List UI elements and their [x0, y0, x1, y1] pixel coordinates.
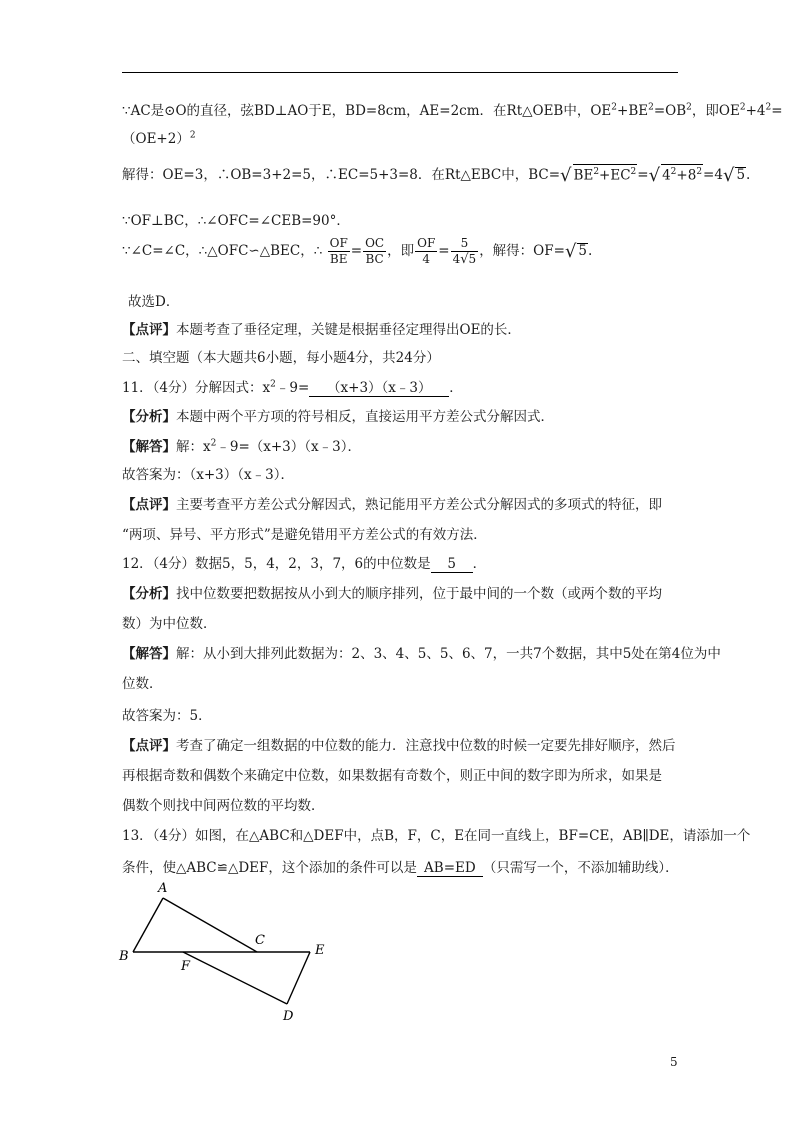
text-line-19: 位数． [122, 676, 163, 692]
text-line-21: 【点评】考查了确定一组数据的中位数的能力．注意找中位数的时候一定要先排好顺序，然后 [122, 738, 676, 754]
text-line-1: ∵AC是⊙O的直径，弦BD⊥AO于E，BD=8cm，AE=2cm．在Rt△OEB中，$OE^2+BE^2=OB^2$，即$OE^2+4^2=$ [122, 102, 783, 119]
text-line-6: 故选D． [128, 294, 180, 310]
text-line-4: ∵OF⊥BC，∴∠OFC=∠CEB=90°． [122, 213, 350, 229]
page-number: 5 [670, 1055, 678, 1069]
header-rule [122, 72, 678, 73]
text-line-17: 数）为中位数． [122, 616, 217, 632]
fraction-of-be: $\frac{OF}{BE}$ [329, 236, 348, 266]
text-line-12: 故答案为：（x+3）（x﹣3）． [122, 467, 294, 483]
label-c: C [255, 933, 265, 948]
text-line-22: 再根据奇数和偶数个来确定中位数，如果数据有奇数个，则正中间的数字即为所求，如果是 [122, 768, 662, 784]
question-11: 11．（4分）分解因式：$x^2﹣9=$ （x+3）（x﹣3） ． [122, 379, 463, 396]
segment-fd [183, 952, 287, 1004]
geometry-figure [115, 880, 335, 1030]
segment-ab [133, 898, 163, 952]
answer-blank-11: （x+3）（x﹣3） [309, 380, 449, 397]
label-b: B [119, 949, 129, 964]
question-13: 13．（4分）如图，在△ABC和△DEF中，点B，F，C，E在同一直线上，BF=CE，AB∥DE，请添加一个 [122, 828, 751, 844]
text-line-23: 偶数个则找中间两位数的平均数． [122, 798, 325, 814]
text-line-13: 【点评】主要考查平方差公式分解因式，熟记能用平方差公式分解因式的多项式的特征，即 [122, 497, 662, 513]
text-line-14: “两项、异号、平方形式”是避免错用平方差公式的有效方法． [122, 527, 487, 543]
fraction-5-4root5: $\frac{5}{4√5}$ [452, 236, 477, 267]
text-line-11: 【解答】解：$x^2﹣9=(x+3)(x﹣3)$． [122, 438, 361, 455]
segment-ac [163, 898, 257, 952]
answer-blank-12: 5 [431, 556, 473, 573]
label-a: A [158, 881, 168, 896]
text-line-3: 解得：OE=3，∴OB=3+2=5，∴EC=5+3=8．在Rt△EBC中，BC=√ $BE^2+EC^2=√$ $4^2+8^2=4√$ 5. [122, 165, 751, 186]
label-f: F [181, 959, 191, 974]
label-d: D [283, 1009, 294, 1024]
question-13-cont: 条件，使△ABC≌△DEF，这个添加的条件可以是 AB=ED （只需写一个，不添加辅助线）． [122, 860, 679, 876]
segment-ed [287, 952, 310, 1004]
text-line-7: 【点评】本题考查了垂径定理，关键是根据垂径定理得出OE的长． [122, 322, 521, 338]
text-line-20: 故答案为：5． [122, 708, 212, 724]
fraction-of-4: $\frac{OF}{4}$ [417, 236, 436, 266]
answer-blank-13: AB=ED [417, 860, 483, 877]
label-e: E [315, 943, 325, 958]
question-12: 12．（4分）数据5，5，4，2，3，7，6的中位数是 5 ． [122, 556, 487, 572]
text-line-10: 【分析】本题中两个平方项的符号相反，直接运用平方差公式分解因式． [122, 409, 554, 425]
text-line-5: ∵∠C=∠C，∴△OFC∽△BEC，∴ $\frac{OF}{BE}$ = $\frac{OC}{BC}$ ，即 $\frac{OF}{4}$ = $\frac{5}{4√5}$ ，解得：OF=√ 5. [122, 236, 593, 267]
text-line-18: 【解答】解：从小到大排列此数据为：2、3、4、5、5、6、7，一共7个数据，其中5处在第4位为中 [122, 646, 721, 662]
text-line-2: $(OE+2)^2$ [122, 130, 196, 147]
text-line-16: 【分析】找中位数要把数据按从小到大的顺序排列，位于最中间的一个数（或两个数的平均 [122, 586, 662, 602]
section-heading-fill-blank: 二、填空题（本大题共6小题，每小题4分，共24分） [122, 350, 440, 366]
fraction-oc-bc: $\frac{OC}{BC}$ [365, 236, 385, 266]
